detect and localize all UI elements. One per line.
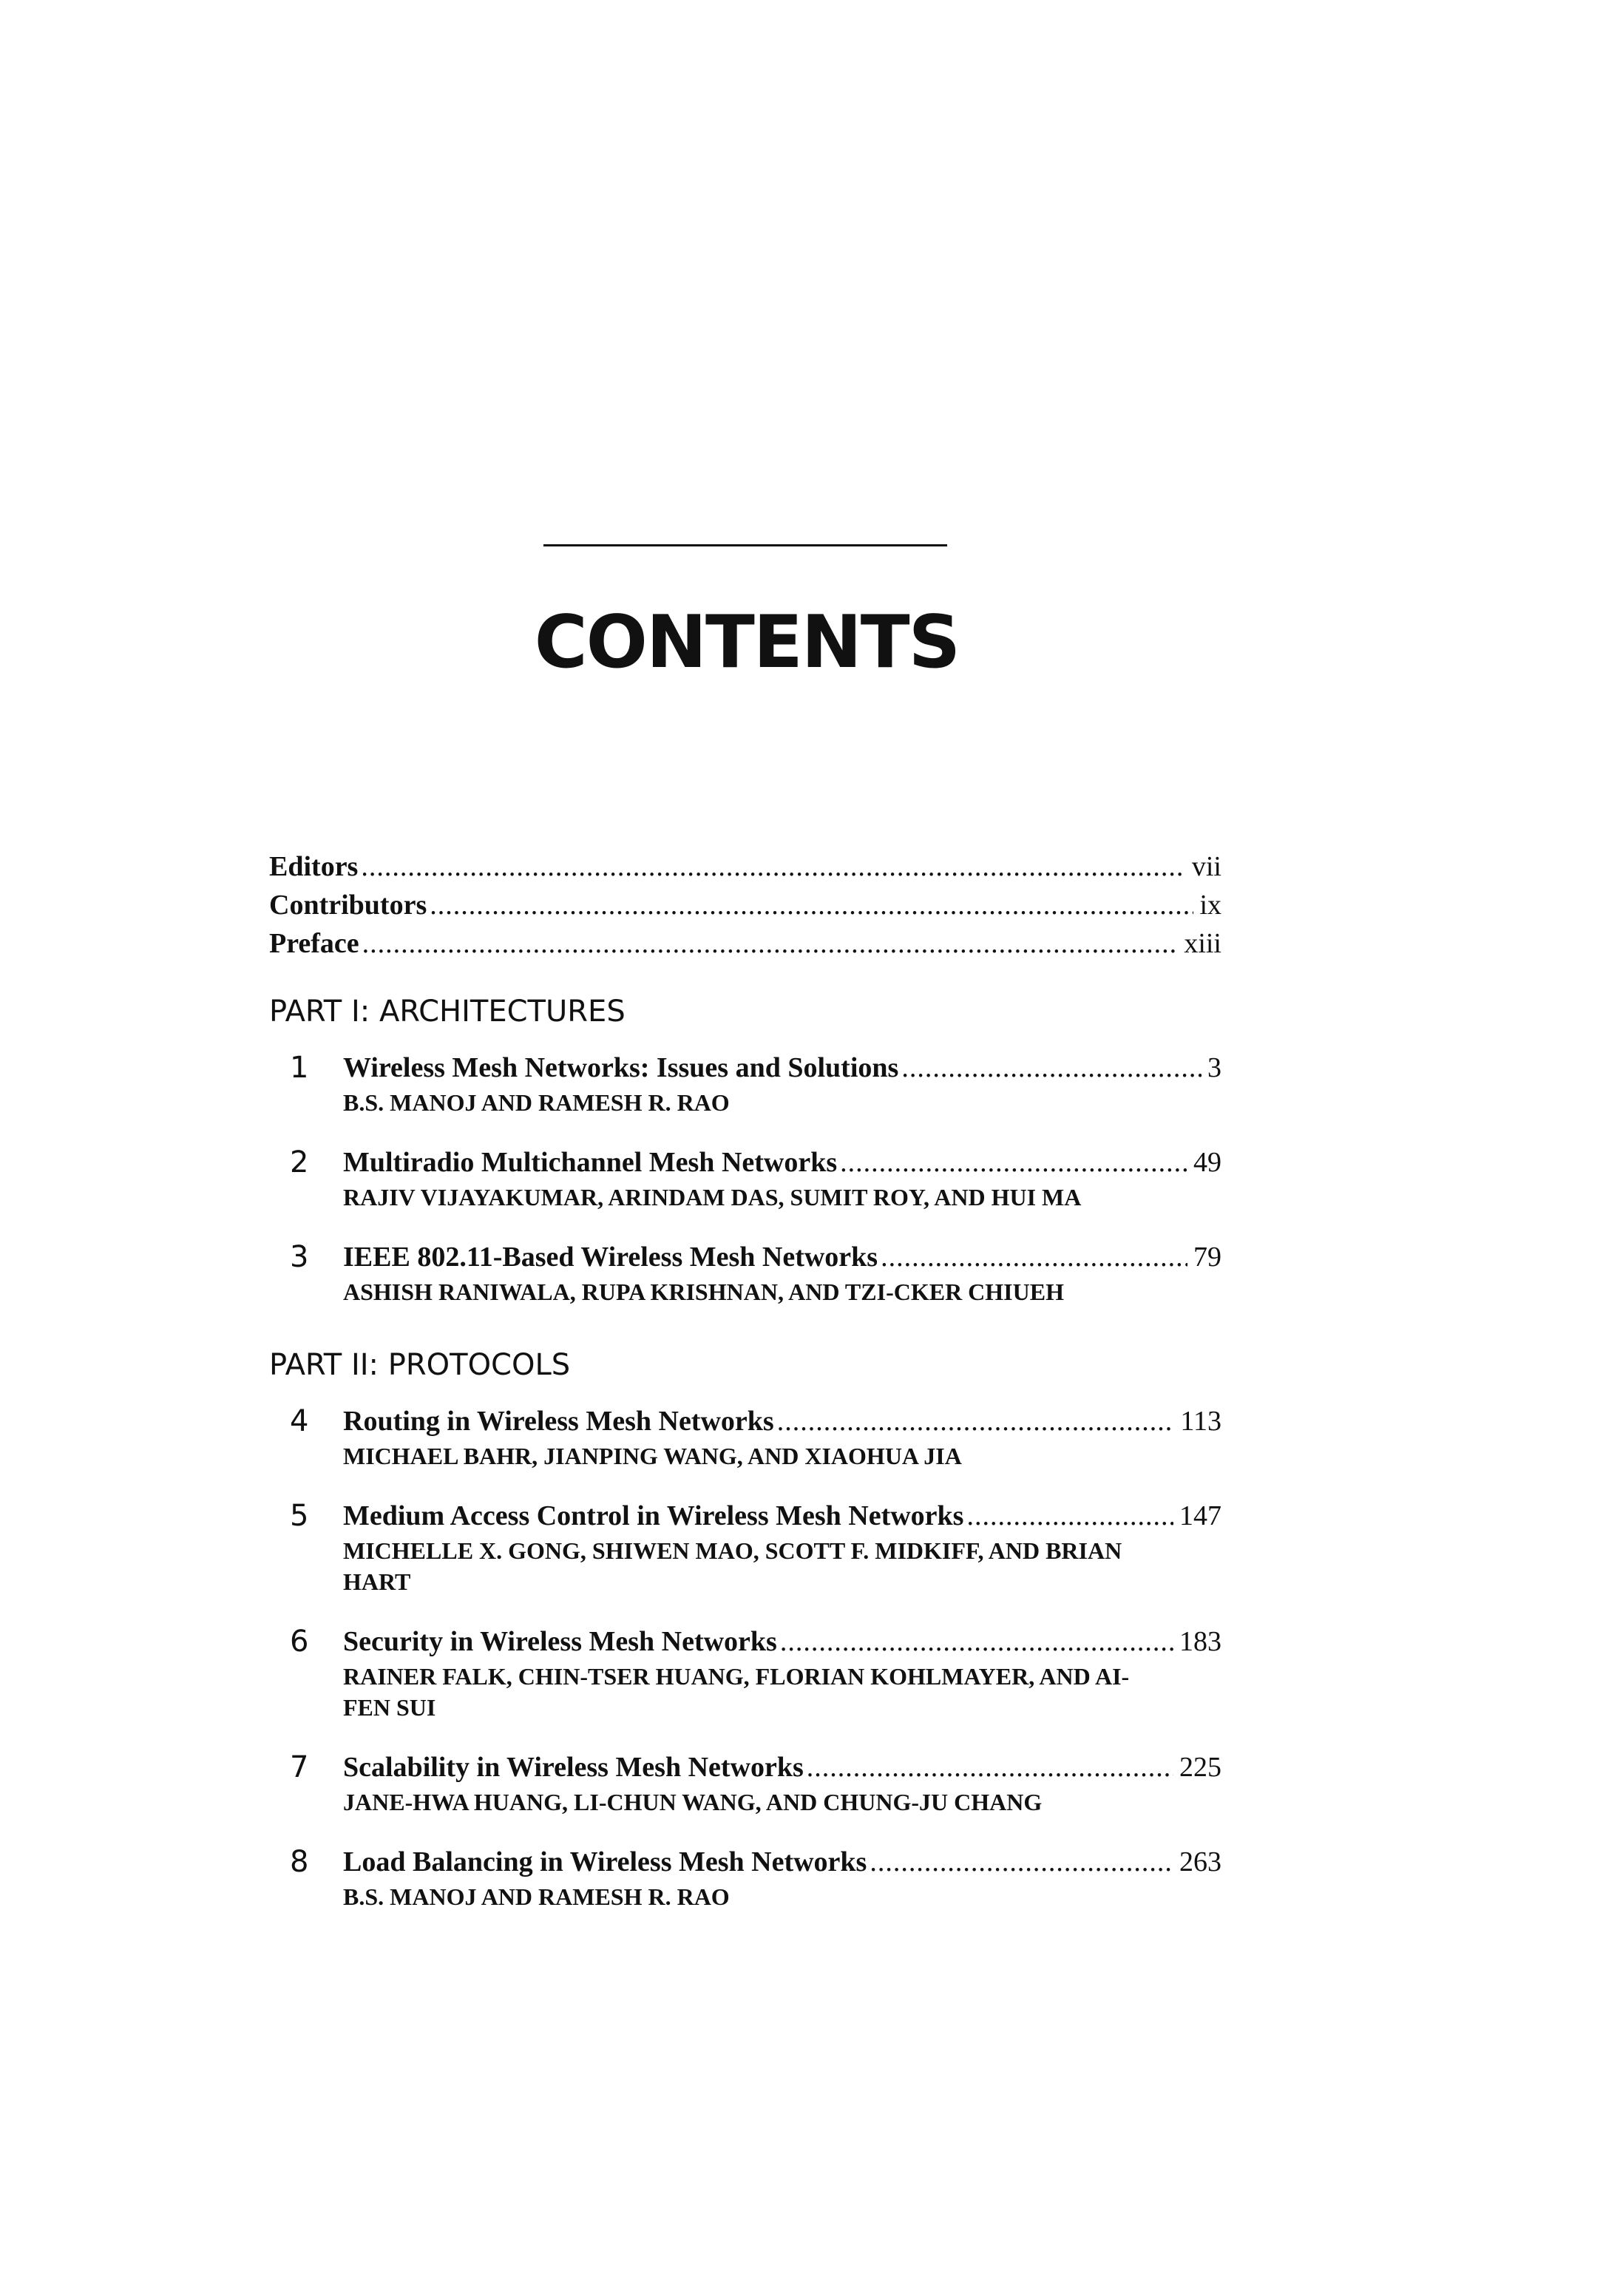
part-heading-protocols: PART II: PROTOCOLS — [269, 1348, 571, 1382]
chapter-page-number: 3 — [1207, 1052, 1221, 1083]
chapter-number: 1 — [290, 1051, 309, 1085]
toc-entry-title: Editors — [269, 851, 359, 882]
dot-leader — [807, 1748, 1173, 1787]
chapter-authors: MICHELLE X. GONG, SHIWEN MAO, SCOTT F. MIDKIFF, AND BRIAN HART — [343, 1537, 1122, 1595]
table-of-contents — [269, 847, 1221, 1937]
dot-leader — [777, 1402, 1175, 1440]
chapter-authors: B.S. MANOJ AND RAMESH R. RAO — [343, 1089, 730, 1116]
chapter-entry-6[interactable] — [269, 1622, 1221, 1723]
chapter-authors: ASHISH RANIWALA, RUPA KRISHNAN, AND TZI-CKER CHIUEH — [343, 1279, 1064, 1305]
toc-page-number: vii — [1191, 851, 1221, 882]
toc-entry-contributors[interactable] — [269, 886, 1221, 924]
dot-leader — [966, 1497, 1173, 1535]
toc-entry-title: Contributors — [269, 890, 427, 921]
dot-leader — [870, 1843, 1173, 1881]
toc-entry-title: Preface — [269, 928, 359, 959]
chapter-page-number: 225 — [1179, 1752, 1221, 1783]
chapter-title: IEEE 802.11-Based Wireless Mesh Networks — [343, 1242, 878, 1273]
toc-page-number: ix — [1199, 890, 1221, 921]
chapter-entry-8[interactable] — [269, 1843, 1221, 1912]
dot-leader — [362, 924, 1179, 963]
chapter-entry-4[interactable] — [269, 1402, 1221, 1472]
chapter-page-number: 263 — [1179, 1846, 1221, 1877]
chapter-number: 3 — [290, 1240, 309, 1274]
dot-leader — [901, 1049, 1202, 1087]
toc-page-number: xiii — [1184, 928, 1221, 959]
chapter-title: Routing in Wireless Mesh Networks — [343, 1406, 774, 1437]
dot-leader — [840, 1143, 1187, 1182]
chapter-title: Scalability in Wireless Mesh Networks — [343, 1752, 804, 1783]
chapter-authors: B.S. MANOJ AND RAMESH R. RAO — [343, 1883, 730, 1910]
chapter-title: Multiradio Multichannel Mesh Networks — [343, 1147, 838, 1178]
dot-leader — [881, 1238, 1187, 1276]
chapter-page-number: 147 — [1179, 1500, 1221, 1531]
toc-entry-preface[interactable] — [269, 924, 1221, 963]
chapter-number: 2 — [290, 1145, 309, 1179]
chapter-entry-3[interactable] — [269, 1238, 1221, 1307]
chapter-entry-5[interactable] — [269, 1497, 1221, 1597]
chapter-entry-2[interactable] — [269, 1143, 1221, 1213]
part-heading-architectures: PART I: ARCHITECTURES — [269, 995, 626, 1029]
chapter-number: 5 — [290, 1499, 309, 1533]
chapter-authors: RAINER FALK, CHIN-TSER HUANG, FLORIAN KOHLMAYER, AND AI-FEN SUI — [343, 1663, 1130, 1721]
chapter-number: 7 — [290, 1750, 309, 1784]
toc-entry-editors[interactable] — [269, 847, 1221, 886]
chapter-entry-7[interactable] — [269, 1748, 1221, 1818]
dot-leader — [361, 847, 1186, 886]
title-rule — [543, 544, 947, 546]
dot-leader — [430, 886, 1193, 924]
chapter-authors: MICHAEL BAHR, JIANPING WANG, AND XIAOHUA JIA — [343, 1443, 962, 1469]
chapter-number: 8 — [290, 1845, 309, 1879]
chapter-authors: RAJIV VIJAYAKUMAR, ARINDAM DAS, SUMIT ROY, AND HUI MA — [343, 1184, 1082, 1210]
chapter-title: Security in Wireless Mesh Networks — [343, 1626, 777, 1657]
chapter-number: 6 — [290, 1625, 309, 1659]
page-title: CONTENTS — [534, 600, 960, 685]
chapter-page-number: 49 — [1193, 1147, 1221, 1178]
chapter-entry-1[interactable] — [269, 1049, 1221, 1118]
chapter-authors: JANE-HWA HUANG, LI-CHUN WANG, AND CHUNG-JU CHANG — [343, 1789, 1043, 1815]
chapter-title: Medium Access Control in Wireless Mesh Networks — [343, 1500, 964, 1531]
chapter-title: Wireless Mesh Networks: Issues and Solutions — [343, 1052, 899, 1083]
dot-leader — [780, 1622, 1173, 1661]
chapter-page-number: 79 — [1193, 1242, 1221, 1273]
chapter-page-number: 183 — [1179, 1626, 1221, 1657]
chapter-page-number: 113 — [1180, 1406, 1221, 1437]
chapter-number: 4 — [290, 1404, 309, 1438]
chapter-title: Load Balancing in Wireless Mesh Networks — [343, 1846, 867, 1877]
